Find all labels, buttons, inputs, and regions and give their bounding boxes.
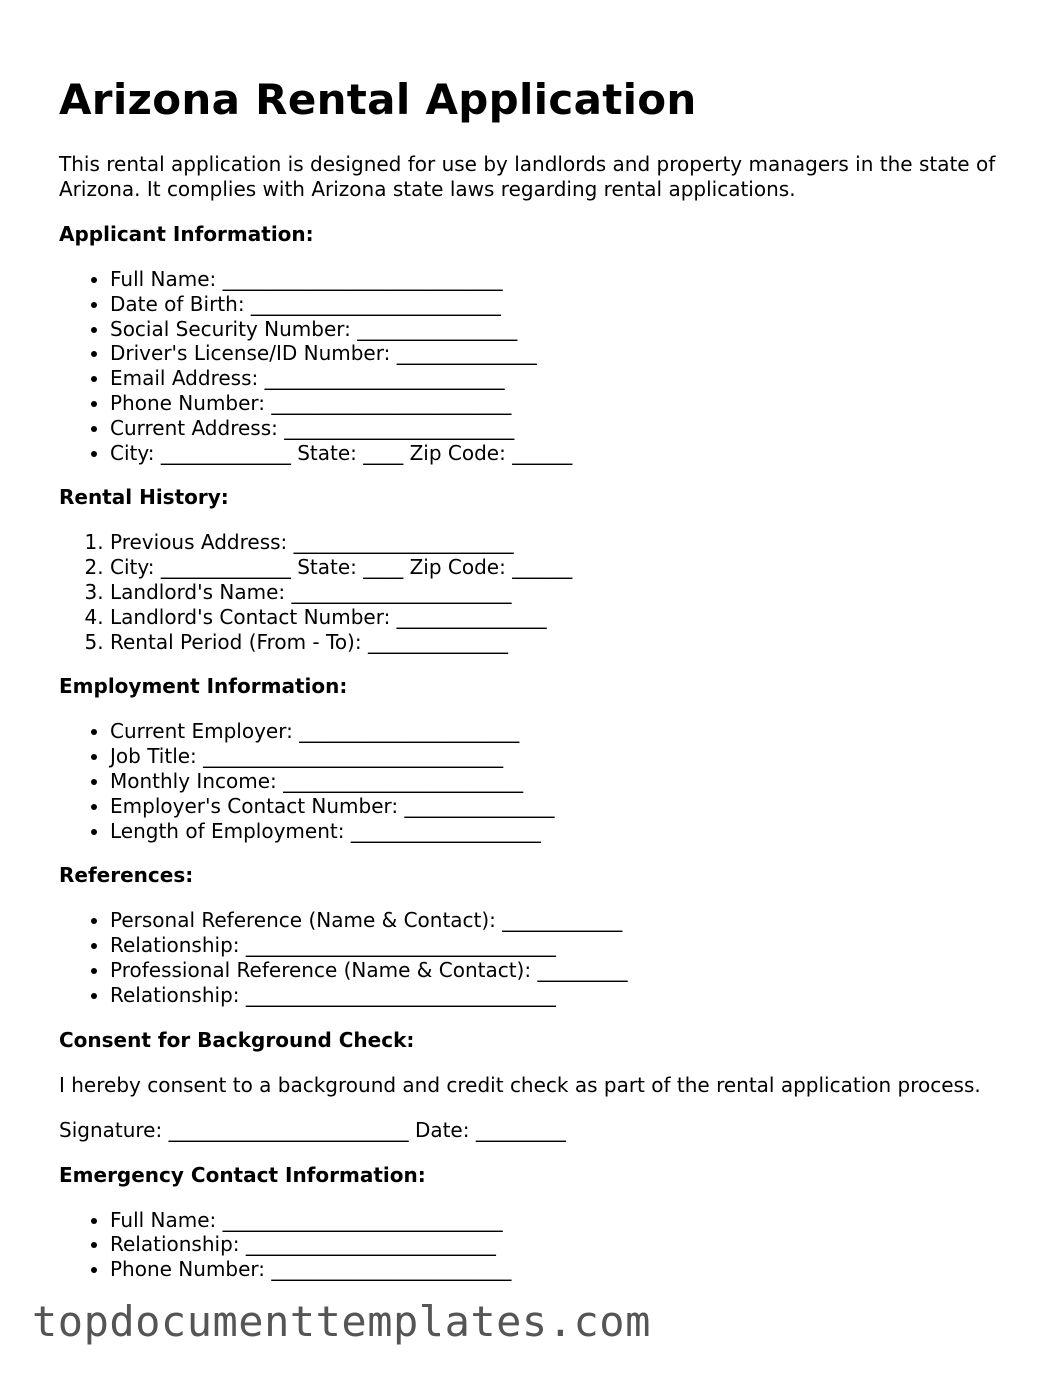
list-item: • Email Address: ________________________ xyxy=(110,366,1019,391)
consent-text: I hereby consent to a background and credit check as part of the rental application process. xyxy=(59,1072,981,1097)
list-item: • Social Security Number: ________________ xyxy=(110,317,1019,342)
page-title: Arizona Rental Application xyxy=(59,75,697,124)
watermark: topdocumenttemplates.com xyxy=(32,1297,651,1346)
emergency-heading: Emergency Contact Information: xyxy=(59,1162,426,1187)
document-page xyxy=(59,74,1019,1282)
list-item: • Job Title: ______________________________ xyxy=(110,744,1019,769)
list-item: 1. Previous Address: ______________________ xyxy=(110,530,1019,555)
references-list xyxy=(59,908,1019,1007)
references-heading: References: xyxy=(59,863,194,888)
list-item: 2. City: _____________ State: ____ Zip Code: ______ xyxy=(110,555,1019,580)
rental-history-list xyxy=(59,530,1019,654)
applicant-heading: Applicant Information: xyxy=(59,222,314,246)
list-item: • Full Name: ____________________________ xyxy=(110,1208,1019,1233)
list-item: • Current Address: _______________________ xyxy=(110,416,1019,441)
list-item: • Relationship: _________________________ xyxy=(110,1232,1019,1257)
list-item: 3. Landlord's Name: ______________________ xyxy=(110,580,1019,605)
list-item: • Date of Birth: _________________________ xyxy=(110,292,1019,317)
list-item: • Personal Reference (Name & Contact): ____________ xyxy=(110,908,1019,933)
applicant-list xyxy=(59,267,1019,465)
list-item: • Driver's License/ID Number: ______________ xyxy=(110,341,1019,366)
employment-heading: Employment Information: xyxy=(59,674,348,699)
list-item: • Current Employer: ______________________ xyxy=(110,719,1019,744)
consent-heading: Consent for Background Check: xyxy=(59,1027,415,1052)
list-item: • City: _____________ State: ____ Zip Code: ______ xyxy=(110,441,1019,466)
intro-paragraph: This rental application is designed for use by landlords and property managers in the state of Arizona. It complies with Arizona state laws regarding rental applications. xyxy=(59,152,996,201)
list-item: 4. Landlord's Contact Number: _______________ xyxy=(110,605,1019,630)
emergency-list xyxy=(59,1208,1019,1282)
employment-list xyxy=(59,719,1019,843)
list-item: • Full Name: ____________________________ xyxy=(110,267,1019,292)
list-item: • Length of Employment: ___________________ xyxy=(110,819,1019,844)
list-item: • Phone Number: ________________________ xyxy=(110,391,1019,416)
signature-line: Signature: ________________________ Date: _________ xyxy=(59,1117,566,1142)
list-item: • Monthly Income: ________________________ xyxy=(110,769,1019,794)
rental-history-heading: Rental History: xyxy=(59,485,229,510)
list-item: • Phone Number: ________________________ xyxy=(110,1257,1019,1282)
list-item: • Professional Reference (Name & Contact): _________ xyxy=(110,958,1019,983)
list-item: 5. Rental Period (From - To): ______________ xyxy=(110,630,1019,655)
list-item: • Employer's Contact Number: _______________ xyxy=(110,794,1019,819)
list-item: • Relationship: _______________________________ xyxy=(110,933,1019,958)
list-item: • Relationship: _______________________________ xyxy=(110,983,1019,1008)
